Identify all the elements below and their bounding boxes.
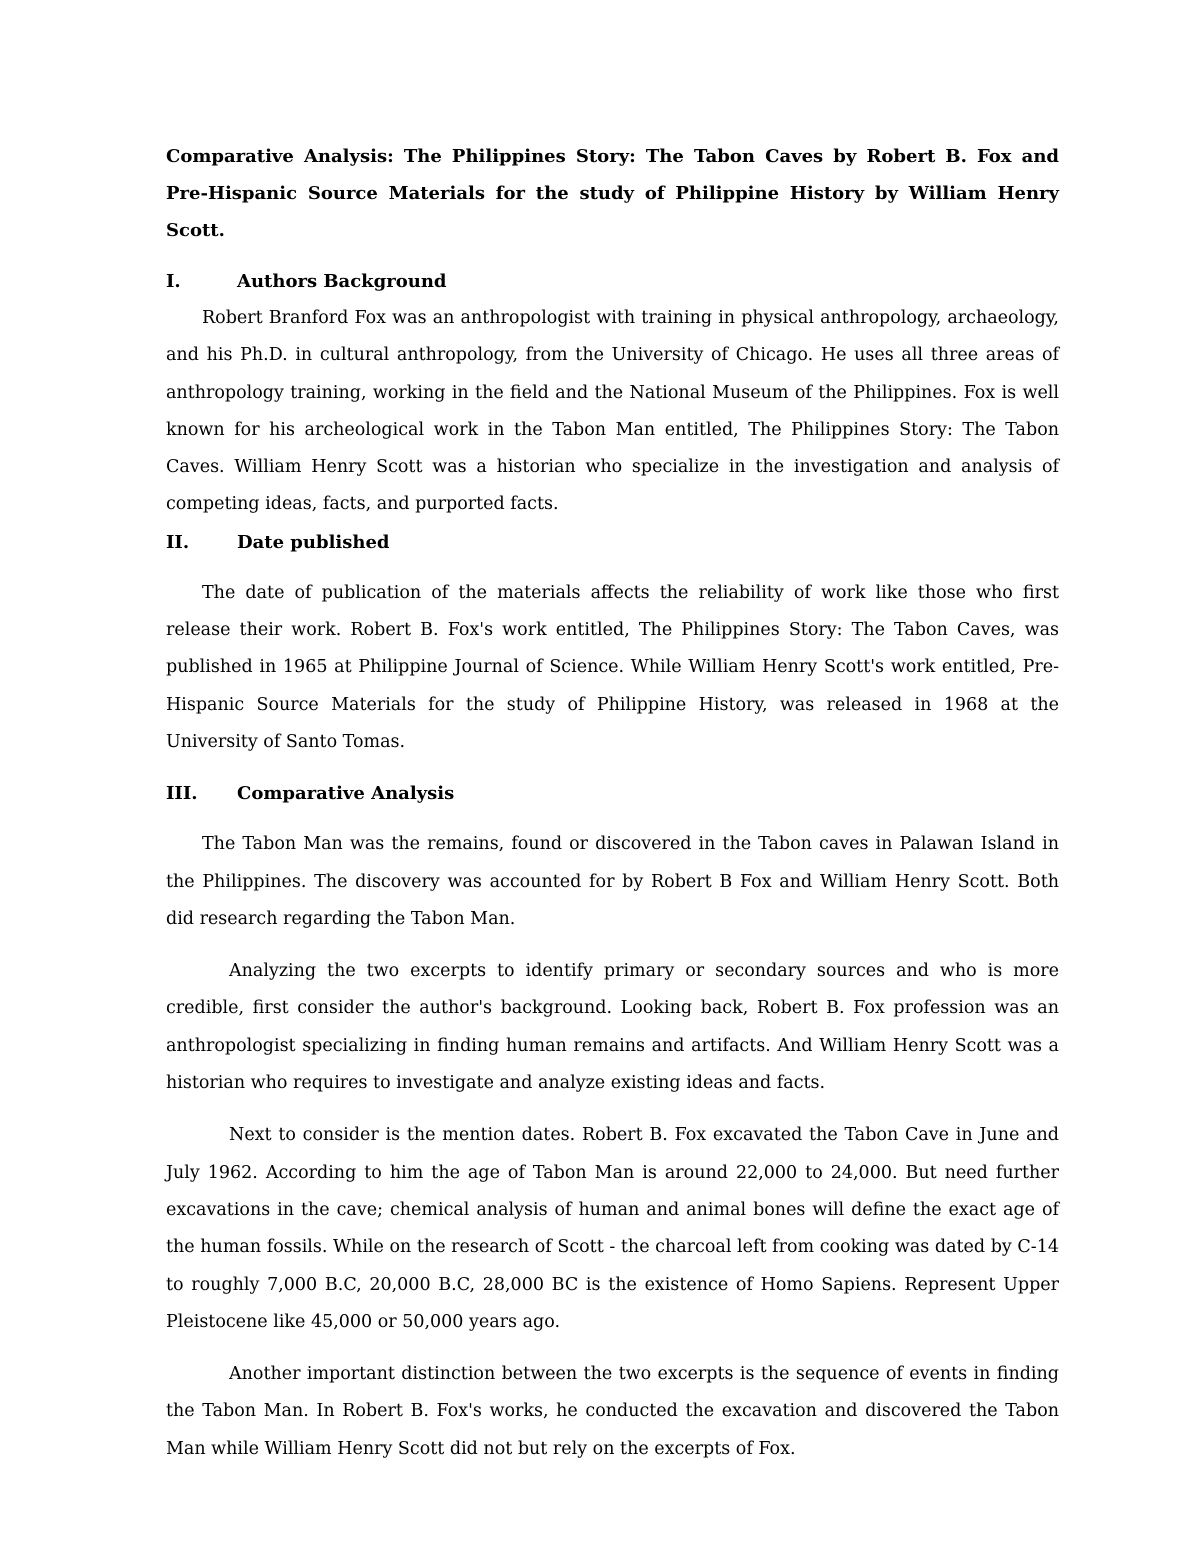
document-body xyxy=(166,138,1059,1468)
paragraph: Another important distinction between the two excerpts is the sequence of events in finding the Tabon Man. In Robert B. Fox's works, he conducted the excavation and discovered the Tabon Man while William Henry Scott did not but rely on the excerpts of Fox. xyxy=(166,1364,1059,1459)
paragraph: Robert Branford Fox was an anthropologist with training in physical anthropology, archaeology, and his Ph.D. in cultural anthropology, from the University of Chicago. He uses all three areas of anthropology training, working in the field and the National Museum of the Philippines. Fox is well known for his archeological work in the Tabon Man entitled, The Philippines Story: The Tabon Caves. William Henry Scott was a historian who specialize in the investigation and analysis of competing ideas, facts, and purported facts. xyxy=(166,308,1059,515)
paragraph: Analyzing the two excerpts to identify primary or secondary sources and who is more credible, first consider the author's background. Looking back, Robert B. Fox profession was an anthropologist specializing in finding human remains and artifacts. And William Henry Scott was a historian who requires to investigate and analyze existing ideas and facts. xyxy=(166,961,1059,1094)
section-title: Comparative Analysis xyxy=(237,783,455,805)
section-heading-comparative-analysis xyxy=(166,775,1059,812)
paragraph: Next to consider is the mention dates. Robert B. Fox excavated the Tabon Cave in June and July 1962. According to him the age of Tabon Man is around 22,000 to 24,000. But need further excavations in the cave; chemical analysis of human and animal bones will define the exact age of the human fossils. While on the research of Scott - the charcoal left from cooking was dated by C-14 to roughly 7,000 B.C, 20,000 B.C, 28,000 BC is the existence of Homo Sapiens. Represent Upper Pleistocene like 45,000 or 50,000 years ago. xyxy=(166,1125,1059,1332)
paragraph: The date of publication of the materials affects the reliability of work like those who first release their work. Robert B. Fox's work entitled, The Philippines Story: The Tabon Caves, was published in 1965 at Philippine Journal of Science. While William Henry Scott's work entitled, Pre-Hispanic Source Materials for the study of Philippine History, was released in 1968 at the University of Santo Tomas. xyxy=(166,582,1059,752)
section-number: III. xyxy=(166,783,198,805)
section-heading-date-published xyxy=(166,524,1059,561)
section-title: Authors Background xyxy=(237,271,447,292)
section-heading-authors-background xyxy=(166,263,1059,300)
section-number: I. xyxy=(166,271,181,292)
paragraph: The Tabon Man was the remains, found or discovered in the Tabon caves in Palawan Island in the Philippines. The discovery was accounted for by Robert B Fox and William Henry Scott. Both did research regarding the Tabon Man. xyxy=(166,834,1059,929)
section-number: II. xyxy=(166,531,190,553)
document-title: Comparative Analysis: The Philippines Story: The Tabon Caves by Robert B. Fox and Pre-Hispanic Source Materials for the study of Philippine History by William Henry Scott. xyxy=(166,146,1059,241)
section-title: Date published xyxy=(237,531,390,553)
